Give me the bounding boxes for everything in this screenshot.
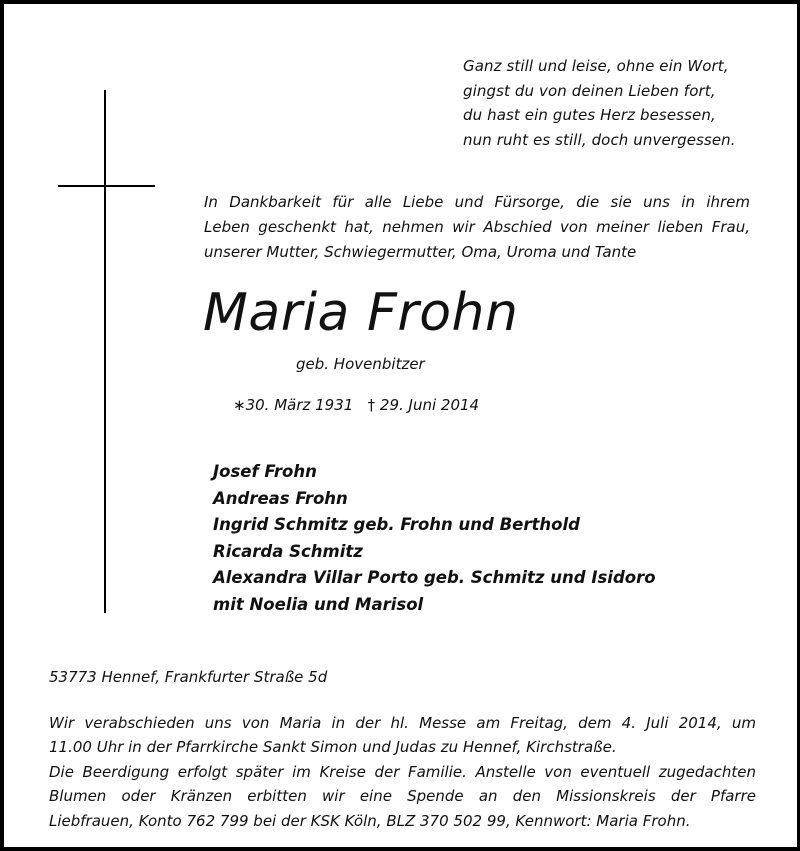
- service-line: 11.00 Uhr in der Pfarrkirche Sankt Simon und Judas zu Hennef, Kirchstraße.: [49, 738, 617, 757]
- poem-line: du hast ein gutes Herz besessen,: [463, 106, 716, 124]
- service-line: Die Beerdigung erfolgt später im Kreise der Familie. Anstelle von eventuell zugedachten: [49, 762, 756, 781]
- deceased-name: Maria Frohn: [203, 283, 519, 343]
- cross-icon-bar: [58, 185, 155, 187]
- intro-line: unserer Mutter, Schwiegermutter, Oma, Uroma und Tante: [204, 243, 637, 261]
- intro-text: [204, 190, 750, 265]
- intro-line: Leben geschenkt hat, nehmen wir Abschied von meiner lieben Frau,: [204, 218, 750, 236]
- mourner: mit Noelia und Marisol: [213, 594, 424, 614]
- service-line: Wir verabschieden uns von Maria in der hl. Messe am Freitag, dem 4. Juli 2014, um: [49, 714, 756, 732]
- birth-name: geb. Hovenbitzer: [296, 355, 425, 373]
- intro-line: In Dankbarkeit für alle Liebe und Fürsorge, die sie uns in ihrem: [204, 193, 750, 211]
- birth-date: 30. März 1931: [245, 396, 354, 414]
- address: 53773 Hennef, Frankfurter Straße 5d: [49, 668, 328, 686]
- poem-line: Ganz still und leise, ohne ein Wort,: [463, 57, 729, 75]
- mourners-list: [213, 459, 656, 619]
- cross-icon: [104, 90, 106, 613]
- mourner: Andreas Frohn: [213, 488, 348, 508]
- poem-line: nun ruht es still, doch unvergessen.: [463, 130, 736, 149]
- death-date: 29. Juni 2014: [379, 396, 480, 414]
- mourner: Josef Frohn: [213, 462, 317, 481]
- service-line: Liebfrauen, Konto 762 799 bei der KSK Köln, BLZ 370 502 99, Kennwort: Maria Frohn.: [49, 811, 691, 830]
- service-line: Blumen oder Kränzen erbitten wir eine Spende an den Missionskreis der Pfarre: [49, 787, 756, 806]
- poem: [463, 54, 783, 152]
- death-symbol-icon: †: [367, 396, 376, 414]
- mourner: Alexandra Villar Porto geb. Schmitz und Isidoro: [213, 568, 656, 588]
- service-notice: [49, 711, 756, 833]
- life-dates: [233, 395, 479, 415]
- birth-symbol-icon: ∗: [233, 396, 246, 414]
- mourner: Ingrid Schmitz geb. Frohn und Berthold: [213, 515, 580, 535]
- mourner: Ricarda Schmitz: [213, 541, 363, 561]
- poem-line: gingst du von deinen Lieben fort,: [463, 81, 716, 100]
